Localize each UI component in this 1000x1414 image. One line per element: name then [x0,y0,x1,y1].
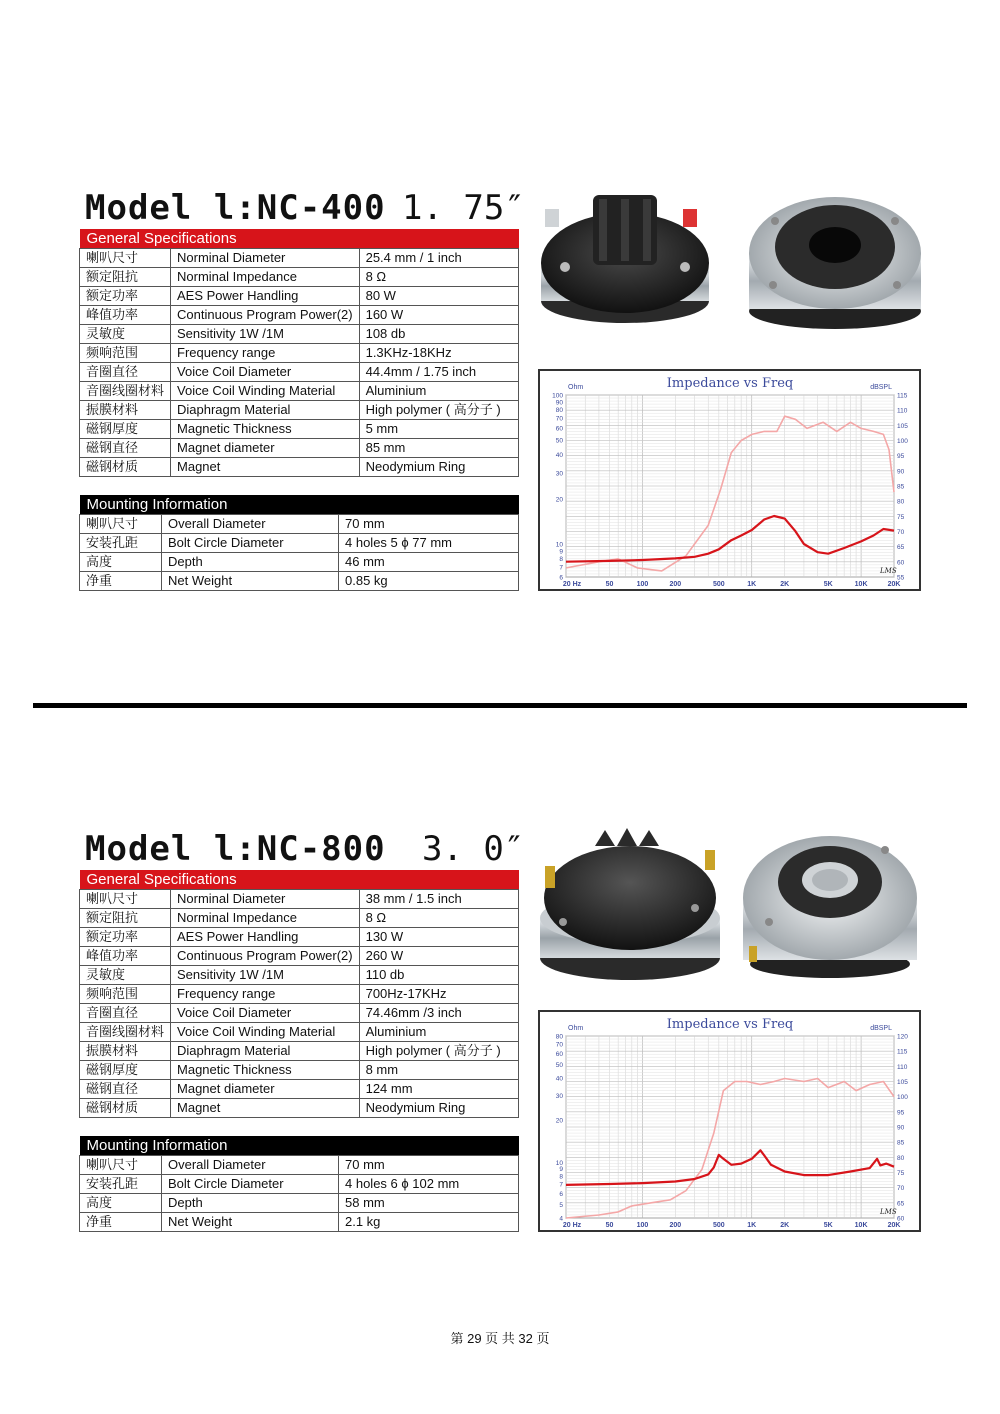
spec-cn-label: 磁钢材质 [80,1099,171,1118]
spec-cn-label: 灵敏度 [80,325,171,344]
x-tick-label: 1K [747,1222,757,1229]
spec-row [80,287,519,306]
spec-value: 38 mm / 1.5 inch [359,890,518,909]
spec-en-label: AES Power Handling [171,287,360,306]
right-tick-label: 105 [897,422,908,430]
left-tick-label: 6 [559,1190,563,1198]
right-tick-label: 105 [897,1079,908,1086]
x-tick-label: 5K [823,581,833,588]
spec-en-label: Sensitivity 1W /1M [171,325,360,344]
general-spec-header: General Specifications [80,229,519,249]
left-tick-label: 70 [555,1041,563,1049]
spec-row [80,458,519,477]
mounting-info-header: Mounting Information [80,495,519,515]
spec-row [80,420,519,439]
spec-value: 0.85 kg [339,572,519,591]
spec-row [80,515,519,534]
spec-cn-label: 磁钢厚度 [80,420,171,439]
grid-lines [566,395,894,577]
model-size: 1. 75″ [402,188,525,228]
chart-watermark: LMS [880,567,897,575]
spec-row [80,534,519,553]
spec-en-label: Net Weight [162,572,339,591]
model-title: Model l:NC-800 [85,829,386,869]
spec-cn-label: 音圈直径 [80,1004,171,1023]
right-axis-label: dBSPL [870,1025,892,1032]
spec-cn-label: 净重 [80,1213,162,1232]
right-tick-label: 90 [897,1124,905,1132]
left-tick-label: 4 [559,1215,563,1223]
spec-en-label: Depth [162,1194,339,1213]
spec-row [80,553,519,572]
spec-value: Aluminium [359,1023,518,1042]
spec-row [80,1213,519,1232]
spec-value: 124 mm [359,1080,518,1099]
chart-watermark: LMS [880,1208,897,1216]
left-tick-label: 60 [555,1050,563,1058]
spec-cn-label: 磁钢材质 [80,458,171,477]
x-tick-label: 10K [854,581,868,588]
spec-row [80,1080,519,1099]
general-spec-rows [80,890,519,1118]
spec-value: 1.3KHz-18KHz [359,344,518,363]
right-tick-label: 115 [897,392,908,400]
spec-value: Aluminium [359,382,518,401]
spec-en-label: Overall Diameter [162,1156,339,1175]
spec-value: 85 mm [359,439,518,458]
right-tick-label: 55 [897,574,905,582]
spec-cn-label: 额定阻抗 [80,909,171,928]
x-tick-label: 200 [669,581,682,588]
right-tick-label: 85 [897,483,905,491]
left-tick-label: 70 [555,415,563,423]
x-tick-label: 50 [605,1222,614,1229]
left-tick-label: 80 [555,1033,563,1041]
right-tick-label: 115 [897,1048,908,1056]
spec-en-label: Magnet diameter [171,439,360,458]
x-tick-label: 50 [605,581,614,588]
spec-value: 70 mm [339,1156,519,1175]
spec-cn-label: 高度 [80,553,162,572]
product-image-back [535,826,725,986]
spec-en-label: Continuous Program Power(2) [171,947,360,966]
left-tick-label: 20 [555,1117,563,1125]
spec-cn-label: 灵敏度 [80,966,171,985]
spec-row [80,268,519,287]
impedance-chart [538,369,921,591]
right-tick-label: 110 [897,407,908,415]
spec-value: Neodymium Ring [359,458,518,477]
product-image-back [535,183,715,333]
spec-value: 46 mm [339,553,519,572]
left-tick-label: 6 [559,574,563,582]
x-tick-label: 20 Hz [562,581,582,588]
left-tick-label: 50 [555,437,563,445]
spec-en-label: Net Weight [162,1213,339,1232]
left-tick-label: 30 [555,470,563,478]
x-tick-label: 100 [636,1222,649,1229]
spec-en-label: Voice Coil Diameter [171,1004,360,1023]
spec-value: 160 W [359,306,518,325]
right-tick-label: 60 [897,1215,905,1223]
left-axis-label: Ohm [568,1025,584,1032]
spec-en-label: Diaphragm Material [171,401,360,420]
spec-en-label: Overall Diameter [162,515,339,534]
right-tick-label: 90 [897,468,905,476]
model-title: Model l:NC-400 [85,188,386,228]
right-tick-label: 70 [897,529,905,536]
left-tick-label: 9 [559,1166,563,1174]
spec-row [80,1099,519,1118]
right-tick-label: 75 [897,1170,905,1177]
spec-cn-label: 喇叭尺寸 [80,1156,162,1175]
spec-cn-label: 振膜材料 [80,401,171,420]
right-tick-label: 120 [897,1033,908,1041]
left-tick-label: 5 [559,1201,563,1209]
section-divider [33,703,967,708]
left-tick-label: 100 [552,392,563,400]
spec-row [80,909,519,928]
spec-value: 58 mm [339,1194,519,1213]
spec-en-label: AES Power Handling [171,928,360,947]
spec-value: 44.4mm / 1.75 inch [359,363,518,382]
right-tick-label: 60 [897,559,905,567]
left-tick-label: 40 [555,1075,563,1083]
mounting-info-table [79,495,519,591]
spec-cn-label: 额定功率 [80,287,171,306]
spec-value: 8 Ω [359,268,518,287]
mounting-info-table [79,1136,519,1232]
spec-cn-label: 喇叭尺寸 [80,890,171,909]
chart-title: Impedance vs Freq [666,1017,794,1032]
spec-cn-label: 振膜材料 [80,1042,171,1061]
spec-value: 80 W [359,287,518,306]
left-tick-label: 10 [555,1159,563,1167]
x-tick-label: 2K [780,1222,790,1229]
spec-row [80,572,519,591]
general-spec-rows [80,249,519,477]
right-tick-label: 85 [897,1139,905,1147]
left-tick-label: 7 [559,564,563,572]
spec-cn-label: 频响范围 [80,985,171,1004]
right-tick-label: 80 [897,498,905,506]
model-size: 3. 0″ [422,829,525,869]
product-image-front [745,185,925,335]
product-image-front [735,826,925,986]
spec-en-label: Norminal Diameter [171,890,360,909]
spec-cn-label: 高度 [80,1194,162,1213]
spec-cn-label: 磁钢厚度 [80,1061,171,1080]
spec-value: 70 mm [339,515,519,534]
left-tick-label: 9 [559,548,563,556]
page-footer: 第 29 页 共 32 页 [450,1331,550,1346]
mounting-info-header: Mounting Information [80,1136,519,1156]
spec-row [80,985,519,1004]
right-tick-label: 110 [897,1063,908,1071]
spec-row [80,890,519,909]
spec-row [80,966,519,985]
right-tick-label: 95 [897,453,905,461]
spec-row [80,1156,519,1175]
spec-value: 2.1 kg [339,1213,519,1232]
spec-cn-label: 磁钢直径 [80,439,171,458]
spec-en-label: Frequency range [171,344,360,363]
spec-value: 260 W [359,947,518,966]
left-tick-label: 8 [559,1173,563,1181]
spec-value: 74.46mm /3 inch [359,1004,518,1023]
spec-cn-label: 喇叭尺寸 [80,515,162,534]
spec-value: 130 W [359,928,518,947]
spec-row [80,401,519,420]
spec-en-label: Magnetic Thickness [171,420,360,439]
general-spec-header: General Specifications [80,870,519,890]
x-tick-label: 100 [636,581,649,588]
general-spec-table [79,870,519,1118]
x-tick-label: 2K [780,581,790,588]
right-tick-label: 70 [897,1185,905,1193]
spec-row [80,439,519,458]
x-tick-label: 1K [747,581,757,588]
spec-value: High polymer ( 高分子 ) [359,1042,518,1061]
spec-row [80,1023,519,1042]
x-tick-label: 200 [669,1222,682,1229]
spec-value: 8 mm [359,1061,518,1080]
spec-cn-label: 峰值功率 [80,947,171,966]
left-tick-label: 40 [555,451,563,459]
spec-value: 4 holes 5 ϕ 77 mm [339,534,519,553]
spec-row [80,363,519,382]
spec-value: 4 holes 6 ϕ 102 mm [339,1175,519,1194]
spec-cn-label: 额定功率 [80,928,171,947]
spec-value: 108 db [359,325,518,344]
spec-en-label: Voice Coil Winding Material [171,1023,360,1042]
right-tick-label: 80 [897,1154,905,1162]
spec-en-label: Norminal Diameter [171,249,360,268]
right-tick-label: 100 [897,438,908,445]
spec-cn-label: 净重 [80,572,162,591]
left-tick-label: 20 [555,496,563,504]
left-tick-label: 90 [555,399,563,407]
left-tick-label: 10 [555,541,563,549]
right-tick-label: 95 [897,1109,905,1117]
spec-cn-label: 磁钢直径 [80,1080,171,1099]
x-tick-label: 500 [712,581,725,588]
spec-row [80,325,519,344]
spec-en-label: Diaphragm Material [171,1042,360,1061]
x-tick-label: 10K [854,1222,868,1229]
spec-value: 25.4 mm / 1 inch [359,249,518,268]
spec-en-label: Norminal Impedance [171,268,360,287]
x-tick-label: 20K [887,581,901,588]
spec-en-label: Bolt Circle Diameter [162,534,339,553]
spec-row [80,1042,519,1061]
spec-en-label: Voice Coil Winding Material [171,382,360,401]
spec-value: Neodymium Ring [359,1099,518,1118]
spec-row [80,382,519,401]
left-tick-label: 50 [555,1062,563,1070]
grid-lines [566,1036,894,1218]
spec-row [80,1004,519,1023]
spec-en-label: Sensitivity 1W /1M [171,966,360,985]
left-axis-label: Ohm [568,384,584,391]
spec-value: High polymer ( 高分子 ) [359,401,518,420]
spec-cn-label: 安装孔距 [80,534,162,553]
right-tick-label: 65 [897,1200,905,1208]
spec-row [80,1061,519,1080]
spec-en-label: Continuous Program Power(2) [171,306,360,325]
spec-cn-label: 音圈线圈材料 [80,1023,171,1042]
spec-cn-label: 频响范围 [80,344,171,363]
spec-value: 8 Ω [359,909,518,928]
left-tick-label: 80 [555,406,563,414]
mounting-info-rows [80,1156,519,1232]
left-tick-label: 7 [559,1181,563,1189]
spec-en-label: Voice Coil Diameter [171,363,360,382]
spec-row [80,306,519,325]
spec-en-label: Bolt Circle Diameter [162,1175,339,1194]
mounting-info-rows [80,515,519,591]
spec-row [80,947,519,966]
x-tick-label: 20 Hz [562,1222,582,1229]
x-tick-label: 20K [887,1222,901,1229]
left-tick-label: 8 [559,555,563,563]
spec-cn-label: 音圈线圈材料 [80,382,171,401]
right-tick-label: 75 [897,513,905,521]
spec-value: 5 mm [359,420,518,439]
right-axis-label: dBSPL [870,384,892,391]
spec-cn-label: 安装孔距 [80,1175,162,1194]
spec-en-label: Magnetic Thickness [171,1061,360,1080]
spec-row [80,928,519,947]
chart-title: Impedance vs Freq [666,376,794,391]
x-tick-label: 5K [823,1222,833,1229]
spec-en-label: Norminal Impedance [171,909,360,928]
spec-en-label: Magnet [171,458,360,477]
spec-row [80,1194,519,1213]
spec-cn-label: 峰值功率 [80,306,171,325]
spec-en-label: Depth [162,553,339,572]
spec-row [80,249,519,268]
spec-value: 700Hz-17KHz [359,985,518,1004]
right-tick-label: 100 [897,1094,908,1102]
right-tick-label: 65 [897,544,905,552]
spec-value: 110 db [359,966,518,985]
general-spec-table [79,229,519,477]
spec-cn-label: 喇叭尺寸 [80,249,171,268]
spec-row [80,344,519,363]
spec-cn-label: 音圈直径 [80,363,171,382]
spec-en-label: Magnet diameter [171,1080,360,1099]
left-tick-label: 60 [555,425,563,433]
spec-row [80,1175,519,1194]
spec-en-label: Frequency range [171,985,360,1004]
left-tick-label: 30 [555,1093,563,1101]
spec-en-label: Magnet [171,1099,360,1118]
spec-cn-label: 额定阻抗 [80,268,171,287]
impedance-chart [538,1010,921,1232]
x-tick-label: 500 [712,1222,725,1229]
